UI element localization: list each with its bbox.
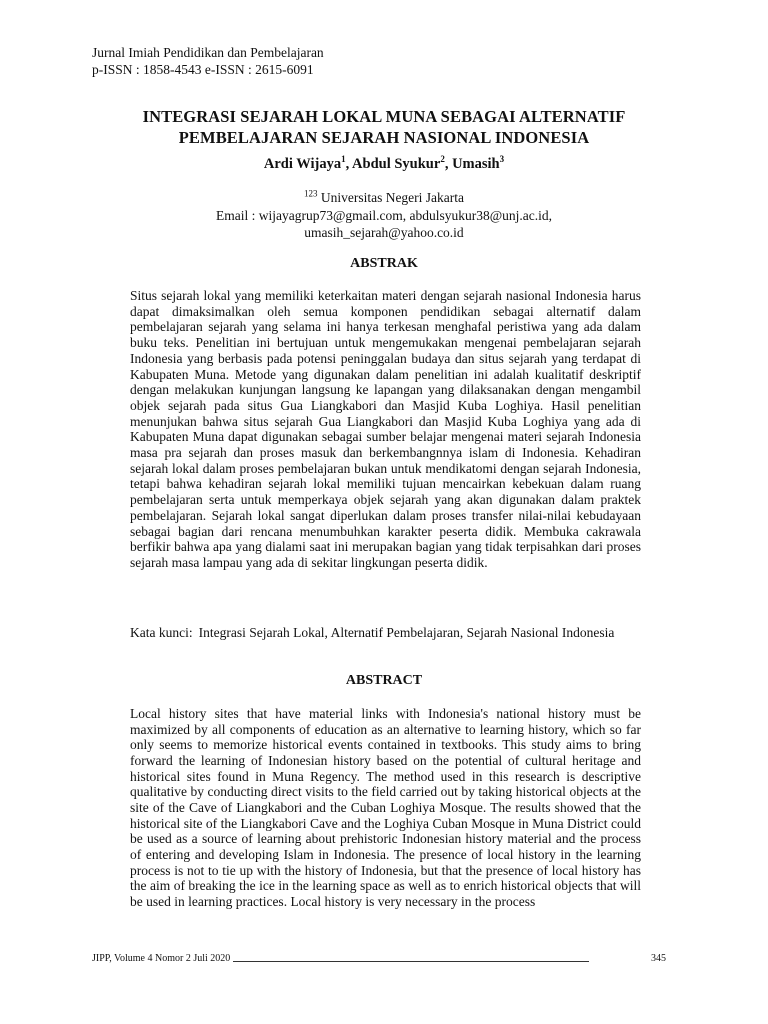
author-affiliation-mark: 2 [440,154,445,165]
email-line-1: Email : wijayagrup73@gmail.com, abdulsyukur38@unj.ac.id, [215,207,553,223]
journal-name: Jurnal Imiah Pendidikan dan Pembelajaran [92,45,324,60]
author-name: Umasih [452,156,500,172]
abstract-paragraph: Local history sites that have material links with Indonesia's national history must be maximized by all components of education as an alternative to learning history, which so far only seems to memorize historical events contained in textbooks. This study aims to bring forward the learning of Indonesian history based on the potential of cultural heritage and historical sites found in Muna Regency. The method used in this research is descriptive qualitative by conducting direct visits to the field carried out by taking historical objects at the site of the Cave of Liangkabori and the Cuban Loghiya Mosque. The results showed that the historical site of the Liangkabori Cave and the Loghiya Cuban Mosque in Muna District could be used as a source of learning about prehistoric Indonesian history material and the process of entering and developing Islam in Indonesia. The presence of local history in the learning process is not to tie up with the history of Indonesia, but that the presence of local history has the aim of breaking the ice in the learning space as well as to enrich historical objects that will be used in learning practices. Local history is very necessary in the process [130,706,641,909]
journal-header [92,44,324,78]
email-line-2: umasih_sejarah@yahoo.co.id [304,225,464,240]
abstrak-paragraph: Situs sejarah lokal yang memiliki keterkaitan materi dengan sejarah nasional Indonesia harus dapat dimaksimalkan oleh semua komponen pendidikan sebagai alternatif dalam pembelajaran sejarah yang selama ini hanya terkesan menghafal peristiwa yang ada dalam buku teks. Penelitian ini bertujuan untuk mengemukakan mengenai pembelajaran sejarah Indonesia yang berbasis pada potensi peninggalan budaya dan situs sejarah yang terdapat di Kabupaten Muna. Metode yang digunakan dalam penelitian ini adalah kualitatif deskriptif dengan melakukan kunjungan langsung ke lapangan yang dilaksanakan dengan mengambil objek sejarah pada situs Gua Liangkabori dan Masjid Kuba Loghiya. Hasil penelitian menunjukan bahwa situs sejarah Gua Liangkabori dan Masjid Kuba Loghiya yang ada di Kabupaten Muna dapat digunakan sebagai sumber belajar mengenai materi sejarah Indonesia masa pra sejarah dan proses masuk dan berkembangnnya islam di Indonesia. Kehadiran sejarah lokal dalam proses pembelajaran bukan untuk mendikatomi dengan sejarah Indonesia, tetapi bahwa kehadiran sejarah lokal memiliki tujuan mencairkan kebekuan dalam ruang pembelajaran serta untuk memperkaya objek sejarah yang akan digunakan dalam praktek pembelajaran. Sejarah lokal sangat diperlukan dalam proses transfer nilai-nilai kebudayaan sebagai bagian dari rencana menumbuhkan karakter peserta didik. Membuka cakrawala berfikir bahwa apa yang dialami saat ini merupakan bagian yang tidak terpisahkan dari proses sejarah masa lampau yang ada di sekitar lingkungan peserta didik. [130,288,641,570]
author-affiliation-mark: 3 [499,154,505,165]
footer-citation [92,953,589,965]
author-name: Ardi Wijaya [263,156,342,172]
institution-line [60,189,708,207]
article-title-line-2: PEMBELAJARAN SEJARAH NASIONAL INDONESIA [178,128,590,147]
author-list [60,155,708,173]
institution-name: Universitas Negeri Jakarta [320,190,465,205]
abstract-heading: ABSTRACT [345,673,423,688]
author-separator: , [345,156,353,172]
keywords-block [130,625,641,641]
journal-issn: p-ISSN : 1858-4543 e-ISSN : 2615-6091 [92,62,314,77]
author-name: Abdul Syukur [352,156,441,172]
keywords-text: Integrasi Sejarah Lokal, Alternatif Pembelajaran, Sejarah Nasional Indonesia [198,625,615,640]
page-number: 345 [651,953,666,964]
footer-rule [233,961,589,962]
footer-citation-text: JIPP, Volume 4 Nomor 2 Juli 2020 [92,953,231,964]
article-title-line-1: INTEGRASI SEJARAH LOKAL MUNA SEBAGAI ALTERNATIF [142,107,626,126]
author-affiliation-mark: 1 [341,154,346,165]
affiliation-block [60,189,708,242]
affiliation-mark: 123 [303,188,318,199]
abstrak-heading: ABSTRAK [350,256,418,271]
keywords-label: Kata kunci: [130,625,193,640]
article-title [60,106,708,148]
author-separator: , [444,156,453,172]
